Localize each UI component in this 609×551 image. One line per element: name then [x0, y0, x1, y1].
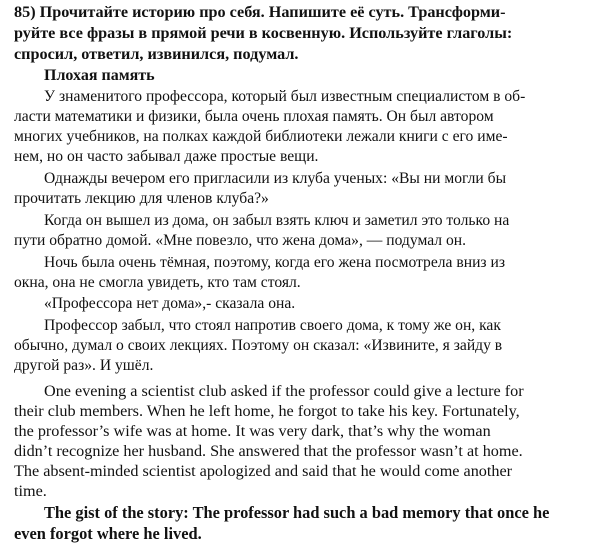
gist-line-1: The gist of the story: The professor had such a bad memory that once he	[44, 503, 550, 522]
answer-line-4: didn’t recognize her husband. She answered that the professor wasn’t at home.	[14, 442, 523, 460]
story-line-7: Когда он вышел из дома, он забыл взять ключ и заметил это только на	[44, 212, 510, 229]
story-line-4: нем, но он часто забывал даже простые вещи.	[14, 148, 319, 165]
task-line-3: спросил, ответил, извинился, подумал.	[14, 45, 299, 63]
gist-line-2: even forgot where he lived.	[14, 524, 202, 543]
answer-line-5: The absent-minded scientist apologized and said that he would come another	[14, 462, 513, 480]
story-line-3: многих учебников, на полках каждой библиотеки лежали книги с его име-	[14, 128, 508, 145]
story-line-6: прочитать лекцию для членов клуба?»	[14, 190, 269, 207]
story-line-2: ласти математики и физики, была очень плохая память. Он был автором	[14, 108, 494, 125]
story-line-14: другой раз». И ушёл.	[14, 357, 154, 374]
story-line-12: Профессор забыл, что стоял напротив своего дома, к тому же он, как	[44, 317, 501, 334]
answer-line-3: the professor’s wife was at home. It was very dark, that’s why the woman	[14, 422, 491, 440]
story-line-9: Ночь была очень тёмная, поэтому, когда его жена посмотрела вниз из	[44, 254, 505, 271]
answer-line-2: their club members. When he left home, he forgot to take his key. Fortunately,	[14, 402, 520, 420]
story-line-5: Однажды вечером его пригласили из клуба ученых: «Вы ни могли бы	[44, 170, 507, 187]
task-line-1: 85) Прочитайте историю про себя. Напишите её суть. Трансформи-	[14, 3, 506, 21]
story-line-8: пути обратно домой. «Мне повезло, что жена дома», — подумал он.	[14, 232, 466, 249]
story-title: Плохая память	[44, 67, 155, 84]
story-line-13: обычно, думал о своих лекциях. Поэтому он сказал: «Извините, я зайду в	[14, 337, 503, 354]
story-line-11: «Профессора нет дома»,- сказала она.	[44, 295, 296, 312]
story-line-1: У знаменитого профессора, который был известным специалистом в об-	[44, 88, 526, 105]
answer-line-6: time.	[14, 482, 47, 500]
task-line-2: руйте все фразы в прямой речи в косвенную. Используйте глаголы:	[14, 24, 513, 42]
story-line-10: окна, она не смогла увидеть, кто там стоял.	[14, 274, 301, 291]
answer-line-1: One evening a scientist club asked if the professor could give a lecture for	[44, 382, 524, 400]
